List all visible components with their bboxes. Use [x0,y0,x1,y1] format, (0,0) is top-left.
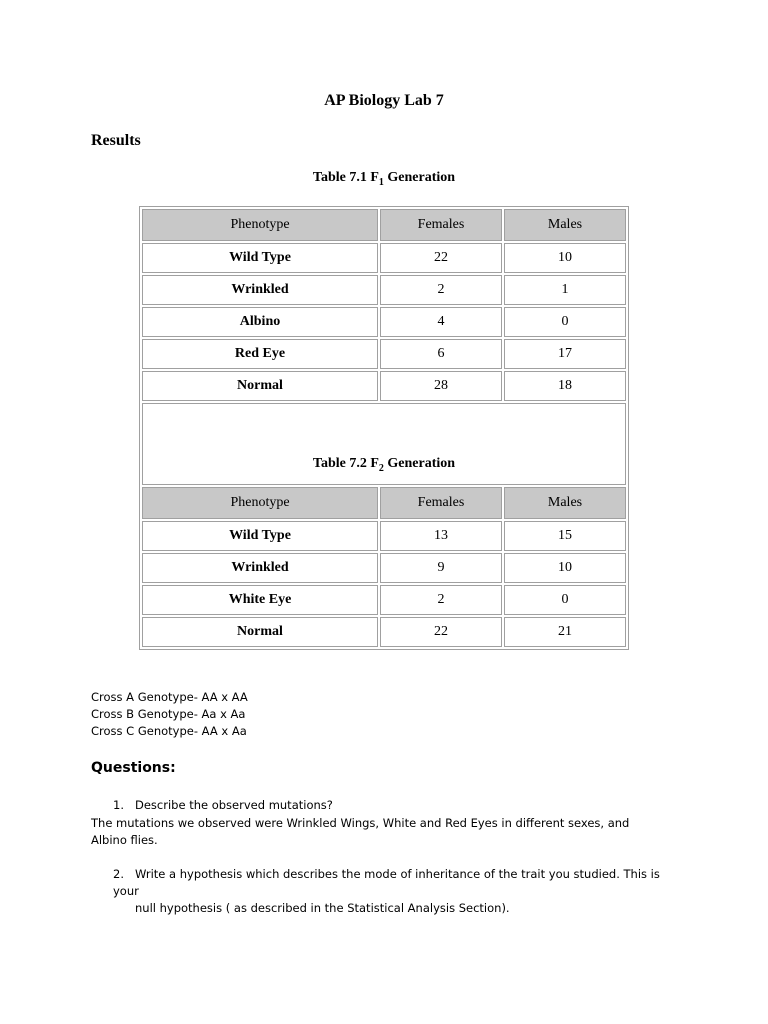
cross-a-genotype: Cross A Genotype- AA x AA [91,690,248,704]
table-cell: 18 [504,371,626,401]
table-cell: 1 [504,275,626,305]
table1-caption-suffix: Generation [383,170,456,185]
table1-header-females: Females [380,209,502,241]
table-row [142,371,626,401]
cross-genotypes [91,689,248,740]
results-heading: Results [91,132,141,149]
table-cell: Albino [142,307,378,337]
generation-tables [139,206,629,650]
cross-c-genotype: Cross C Genotype- AA x Aa [91,724,247,738]
table-cell: 28 [380,371,502,401]
table1-caption [0,170,768,188]
table-cell: 22 [380,617,502,647]
table-row [142,243,626,273]
page-title: AP Biology Lab 7 [324,92,444,109]
table2-header-females: Females [380,487,502,519]
questions-heading: Questions: [91,760,176,776]
table-cell: Wild Type [142,521,378,551]
table-cell: White Eye [142,585,378,615]
table-cell: 0 [504,307,626,337]
question-1-number: 1. [113,798,124,812]
table-cell: Wild Type [142,243,378,273]
table-cell: 0 [504,585,626,615]
table-cell: 15 [504,521,626,551]
table2-header-row [142,487,626,519]
question-1-answer: The mutations we observed were Wrinkled Wings, White and Red Eyes in different sexes, and Albino flies. [91,816,630,847]
table-cell: 6 [380,339,502,369]
table-cell: 2 [380,275,502,305]
table-cell: 17 [504,339,626,369]
table2-header-males: Males [504,487,626,519]
table-row [142,585,626,615]
table2-header-phenotype: Phenotype [142,487,378,519]
table-cell: 13 [380,521,502,551]
table-row [142,617,626,647]
table-cell: Normal [142,617,378,647]
table2-caption-prefix: Table 7.2 F [312,456,379,472]
table2-caption-sub: 2 [378,463,384,474]
table-row [142,521,626,551]
question-2-line1: Write a hypothesis which describes the mode of inheritance of the trait you studied. This is your [113,867,660,898]
table-cell: 22 [380,243,502,273]
table-cell: Normal [142,371,378,401]
table-cell: Wrinkled [142,553,378,583]
table-cell: Wrinkled [142,275,378,305]
table1-header-phenotype: Phenotype [142,209,378,241]
table-row [142,275,626,305]
table-cell: 21 [504,617,626,647]
table-cell: Red Eye [142,339,378,369]
question-2 [113,866,683,917]
table-row [142,307,626,337]
table-cell: 10 [504,553,626,583]
table-cell: 10 [504,243,626,273]
table1-header-row [142,209,626,241]
question-2-number: 2. [113,867,124,881]
table-row [142,339,626,369]
table2-caption-suffix: Generation [383,456,456,472]
table1-caption-prefix: Table 7.1 F [312,170,379,185]
table2-caption-row [142,403,626,485]
table-cell: 4 [380,307,502,337]
table-cell: 2 [380,585,502,615]
question-2-line2: null hypothesis ( as described in the Statistical Analysis Section). [135,901,510,915]
table1-caption-sub: 1 [378,176,384,188]
question-1 [113,797,333,814]
table-cell: 9 [380,553,502,583]
table2-caption [142,403,626,485]
table1-header-males: Males [504,209,626,241]
table-row [142,553,626,583]
cross-b-genotype: Cross B Genotype- Aa x Aa [91,707,246,721]
question-1-text: Describe the observed mutations? [135,798,333,812]
